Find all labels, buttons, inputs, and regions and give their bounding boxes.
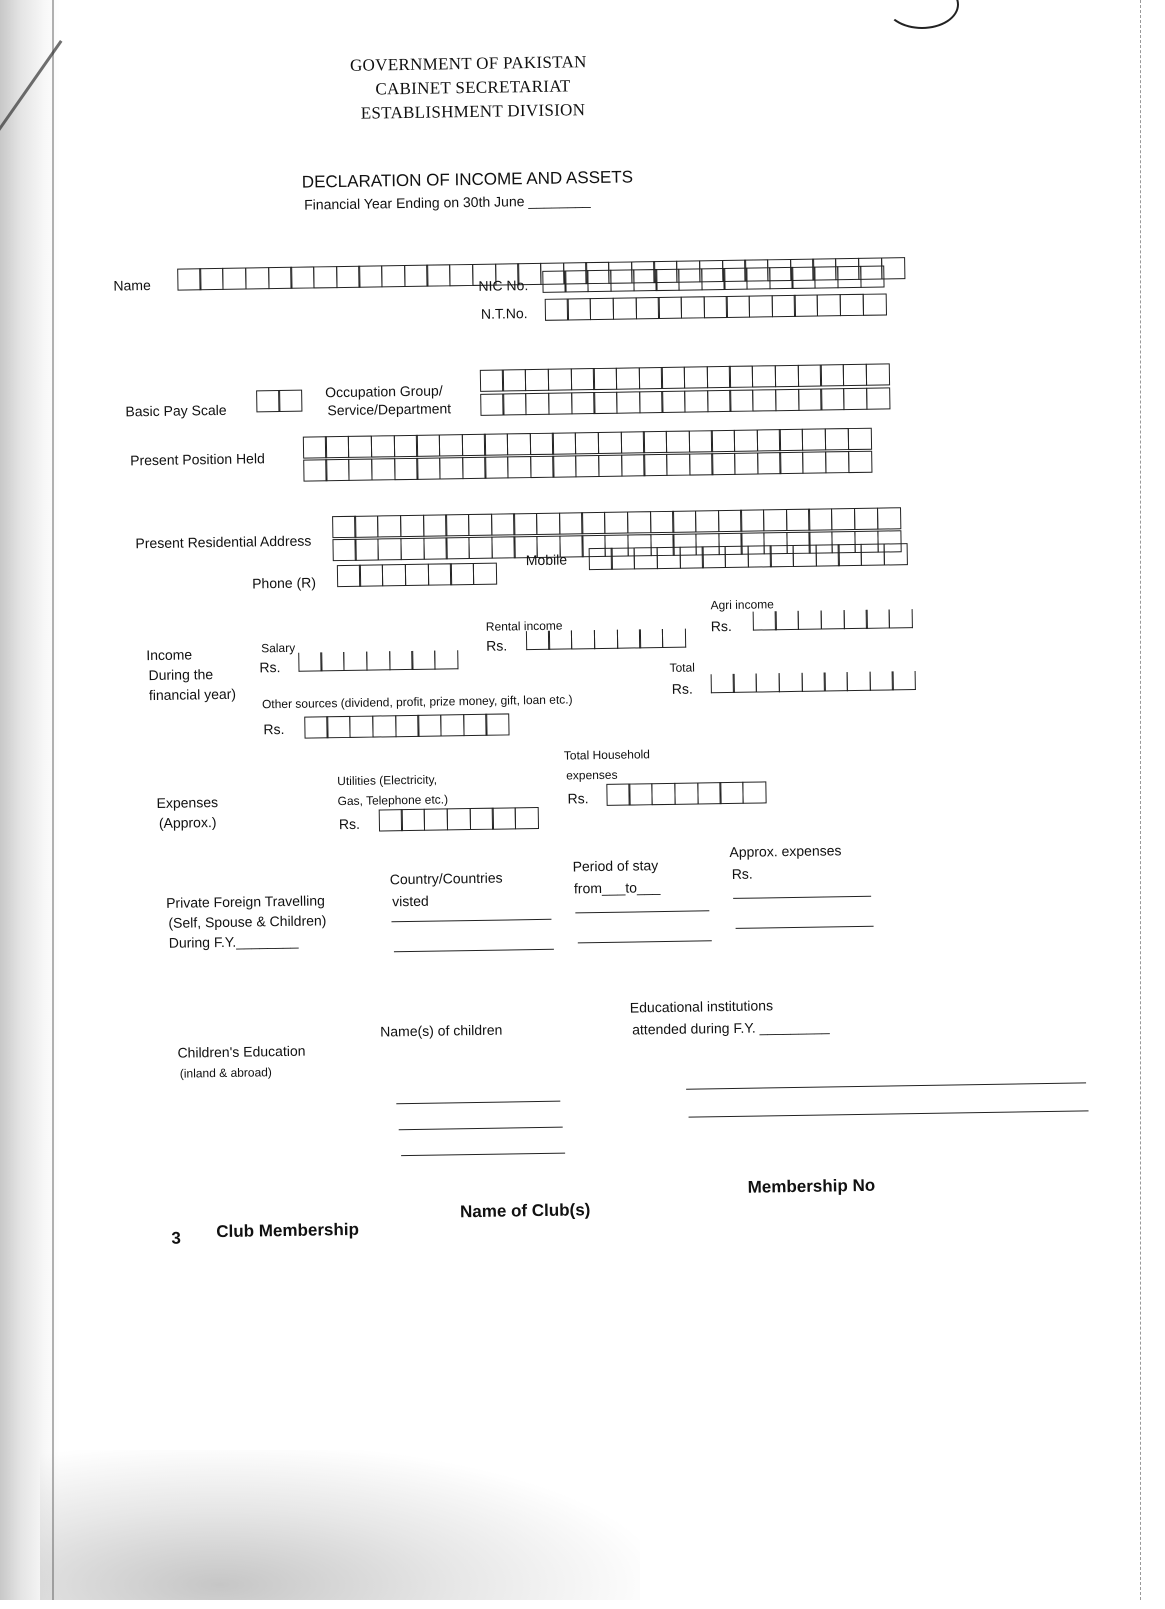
- approx-line-1[interactable]: [733, 896, 871, 899]
- name-label: Name: [113, 277, 151, 294]
- children-names-label: Name(s) of children: [380, 1021, 503, 1040]
- occupation-label-2: Service/Department: [327, 400, 452, 419]
- household-rs: Rs.: [567, 790, 589, 807]
- travel-label-3: During F.Y.________: [168, 932, 299, 951]
- cabinet-heading: CABINET SECRETARIAT: [375, 76, 571, 99]
- agri-rs: Rs.: [710, 617, 732, 635]
- other-rs: Rs.: [263, 720, 285, 738]
- country-label-1: Country/Countries: [389, 869, 503, 888]
- period-label-2: from___to___: [573, 879, 661, 897]
- country-line-2[interactable]: [394, 949, 554, 953]
- division-heading: ESTABLISHMENT DIVISION: [360, 100, 586, 123]
- institutions-label-1: Educational institutions: [629, 997, 774, 1016]
- household-field[interactable]: [607, 781, 766, 805]
- gov-heading: GOVERNMENT OF PAKISTAN: [349, 52, 587, 75]
- total-income-label: Total: [669, 660, 695, 675]
- ntn-field[interactable]: [546, 293, 887, 320]
- occupation-field-row2[interactable]: [481, 387, 890, 415]
- club-names-label: Name of Club(s): [459, 1200, 591, 1222]
- nic-field[interactable]: [543, 265, 884, 292]
- period-line-1[interactable]: [575, 910, 709, 913]
- country-label-2: visted: [392, 892, 429, 910]
- education-label-1: Children's Education: [177, 1042, 306, 1061]
- form-title: DECLARATION OF INCOME AND ASSETS: [301, 167, 634, 192]
- agri-income-field[interactable]: [754, 609, 913, 630]
- rental-income-label: Rental income: [485, 618, 563, 634]
- expenses-label-2: (Approx.): [158, 814, 217, 831]
- other-sources-label: Other sources (dividend, profit, prize money, gift, loan etc.): [261, 692, 573, 712]
- club-section-number: 3: [171, 1228, 182, 1248]
- agri-income-label: Agri income: [710, 597, 774, 613]
- mobile-label: Mobile: [525, 551, 568, 569]
- bps-label: Basic Pay Scale: [125, 401, 227, 420]
- phone-label: Phone (R): [252, 574, 317, 592]
- education-label-2: (inland & abroad): [179, 1065, 272, 1081]
- salary-label: Salary: [261, 640, 296, 656]
- period-label-1: Period of stay: [572, 857, 659, 875]
- approx-expenses-label: Approx. expenses: [729, 842, 842, 860]
- child-name-line-1[interactable]: [396, 1101, 560, 1105]
- phone-field[interactable]: [338, 563, 497, 587]
- utilities-label-2: Gas, Telephone etc.): [337, 792, 449, 809]
- travel-label-2: (Self, Spouse & Children): [168, 912, 327, 931]
- total-income-field[interactable]: [712, 671, 917, 693]
- club-membership-label: Club Membership: [216, 1219, 360, 1242]
- position-label: Present Position Held: [130, 450, 265, 469]
- utilities-rs: Rs.: [338, 815, 361, 833]
- approx-line-2[interactable]: [736, 926, 874, 929]
- membership-no-label: Membership No: [747, 1175, 876, 1197]
- address-label: Present Residential Address: [135, 532, 312, 552]
- country-line-1[interactable]: [391, 919, 551, 923]
- income-label-3: financial year): [148, 685, 237, 704]
- child-name-line-3[interactable]: [401, 1153, 565, 1157]
- nic-label: NIC No.: [478, 277, 529, 294]
- total-rs: Rs.: [671, 680, 693, 697]
- occupation-label-1: Occupation Group/: [325, 382, 443, 401]
- institution-line-1[interactable]: [686, 1082, 1086, 1089]
- travel-label-1: Private Foreign Travelling: [166, 892, 325, 911]
- salary-rs: Rs.: [259, 659, 281, 676]
- rental-rs: Rs.: [486, 637, 508, 654]
- bps-field[interactable]: [257, 390, 303, 413]
- income-label-1: Income: [146, 646, 193, 664]
- institutions-label-2: attended during F.Y. _________: [632, 1018, 830, 1038]
- other-sources-field[interactable]: [305, 713, 510, 738]
- utilities-field[interactable]: [380, 807, 539, 831]
- institution-line-2[interactable]: [689, 1110, 1089, 1117]
- income-label-2: During the: [148, 666, 214, 684]
- household-label-1: Total Household: [563, 747, 651, 763]
- rental-income-field[interactable]: [527, 629, 686, 650]
- salary-field[interactable]: [299, 650, 458, 671]
- form-subtitle: Financial Year Ending on 30th June ________: [304, 192, 591, 213]
- household-label-2: expenses: [566, 767, 618, 783]
- period-line-2[interactable]: [578, 940, 712, 943]
- expenses-label-1: Expenses: [156, 794, 219, 811]
- child-name-line-2[interactable]: [399, 1127, 563, 1131]
- ntn-label: N.T.No.: [480, 305, 528, 322]
- approx-rs: Rs.: [731, 865, 753, 882]
- mobile-field[interactable]: [590, 543, 908, 570]
- utilities-label-1: Utilities (Electricity,: [337, 772, 438, 789]
